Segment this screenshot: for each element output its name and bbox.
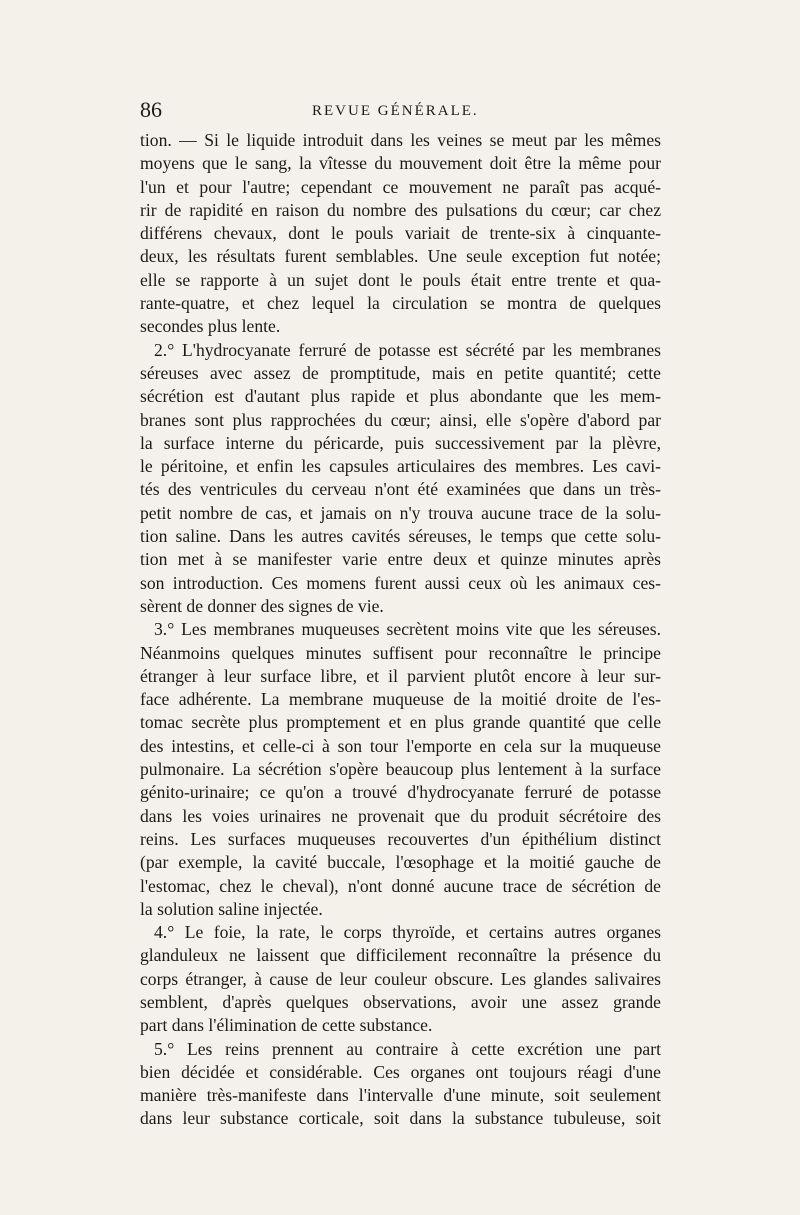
text-line: elle se rapporte à un sujet dont le pouls était entre trente et qua- [140, 269, 661, 290]
text-line: corps étranger, à cause de leur couleur obscure. Les glandes salivaires [140, 968, 661, 989]
page-number: 86 [140, 97, 162, 122]
text-line: sécrétion est d'autant plus rapide et plus abondante que les mem- [140, 386, 661, 407]
body-text [140, 129, 661, 1131]
text-line: branes sont plus rapprochées du cœur; ainsi, elle s'opère d'abord par [140, 409, 661, 430]
text-line: le péritoine, et enfin les capsules articulaires des membres. Les cavi- [140, 456, 661, 477]
text-line: glanduleux ne laissent que difficilement reconnaître la présence du [140, 945, 661, 966]
text-line: petit nombre de cas, et jamais on n'y trouva aucune trace de la solu- [140, 502, 661, 523]
text-line: semblent, d'après quelques observations, avoir une assez grande [140, 991, 661, 1012]
text-line: dans leur substance corticale, soit dans la substance tubuleuse, soit [140, 1108, 661, 1129]
text-line: face adhérente. La membrane muqueuse de la moitié droite de l'es- [140, 689, 661, 710]
text-line: 3.° Les membranes muqueuses secrètent moins vite que les séreuses. [154, 619, 661, 640]
text-line: la solution saline injectée. [140, 898, 323, 919]
text-line: rir de rapidité en raison du nombre des pulsations du cœur; car chez [140, 199, 661, 220]
text-line: séreuses avec assez de promptitude, mais en petite quantité; cette [140, 362, 661, 383]
text-line: 2.° L'hydrocyanate ferruré de potasse est sécrété par les membranes [154, 339, 661, 360]
text-line: rante-quatre, et chez lequel la circulation se montra de quelques [140, 293, 661, 314]
text-line: manière très-manifeste dans l'intervalle d'une minute, soit seulement [140, 1085, 661, 1106]
text-line: reins. Les surfaces muqueuses recouvertes d'un épithélium distinct [140, 828, 661, 849]
running-title: REVUE GÉNÉRALE. [312, 103, 479, 119]
text-line: deux, les résultats furent semblables. Une seule exception fut notée; [140, 246, 661, 267]
text-line: 5.° Les reins prennent au contraire à cette excrétion une part [154, 1038, 661, 1059]
text-line: l'un et pour l'autre; cependant ce mouvement ne paraît pas acqué- [140, 176, 661, 197]
text-line: moyens que le sang, la vîtesse du mouvement doit être la même pour [140, 153, 661, 174]
text-line: différens chevaux, dont le pouls variait de trente-six à cinquante- [140, 223, 661, 244]
text-line: bien décidée et considérable. Ces organes ont toujours réagi d'une [140, 1061, 661, 1082]
text-line: (par exemple, la cavité buccale, l'œsophage et la moitié gauche de [140, 852, 661, 873]
text-line: tion saline. Dans les autres cavités séreuses, le temps que cette solu- [140, 526, 661, 547]
text-line: l'estomac, chez le cheval), n'ont donné aucune trace de sécrétion de [140, 875, 661, 896]
text-line: tion met à se manifester varie entre deux et quinze minutes après [140, 549, 661, 570]
text-line: tés des ventricules du cerveau n'ont été examinées que dans un très- [140, 479, 661, 500]
text-line: pulmonaire. La sécrétion s'opère beaucoup plus lentement à la surface [140, 759, 661, 780]
page-header [140, 96, 660, 126]
text-line: 4.° Le foie, la rate, le corps thyroïde, et certains autres organes [154, 922, 661, 943]
text-line: des intestins, et celle-ci à son tour l'emporte en cela sur la muqueuse [140, 735, 661, 756]
text-line: Néanmoins quelques minutes suffisent pour reconnaître le principe [140, 642, 661, 663]
text-line: la surface interne du péricarde, puis successivement par la plèvre, [140, 432, 661, 453]
text-line: dans les voies urinaires ne provenait que du produit sécrétoire des [140, 805, 661, 826]
text-line: étranger à leur surface libre, et il parvient plutôt encore à leur sur- [140, 665, 661, 686]
text-line: part dans l'élimination de cette substance. [140, 1015, 433, 1036]
text-line: son introduction. Ces momens furent aussi ceux où les animaux ces- [140, 572, 661, 593]
text-line: tion. — Si le liquide introduit dans les veines se meut par les mêmes [140, 130, 661, 150]
text-line: génito-urinaire; ce qu'on a trouvé d'hydrocyanate ferruré de potasse [140, 782, 661, 803]
text-line: tomac secrète plus promptement et en plus grande quantité que celle [140, 712, 661, 733]
text-line: secondes plus lente. [140, 316, 281, 337]
text-line: sèrent de donner des signes de vie. [140, 595, 384, 616]
